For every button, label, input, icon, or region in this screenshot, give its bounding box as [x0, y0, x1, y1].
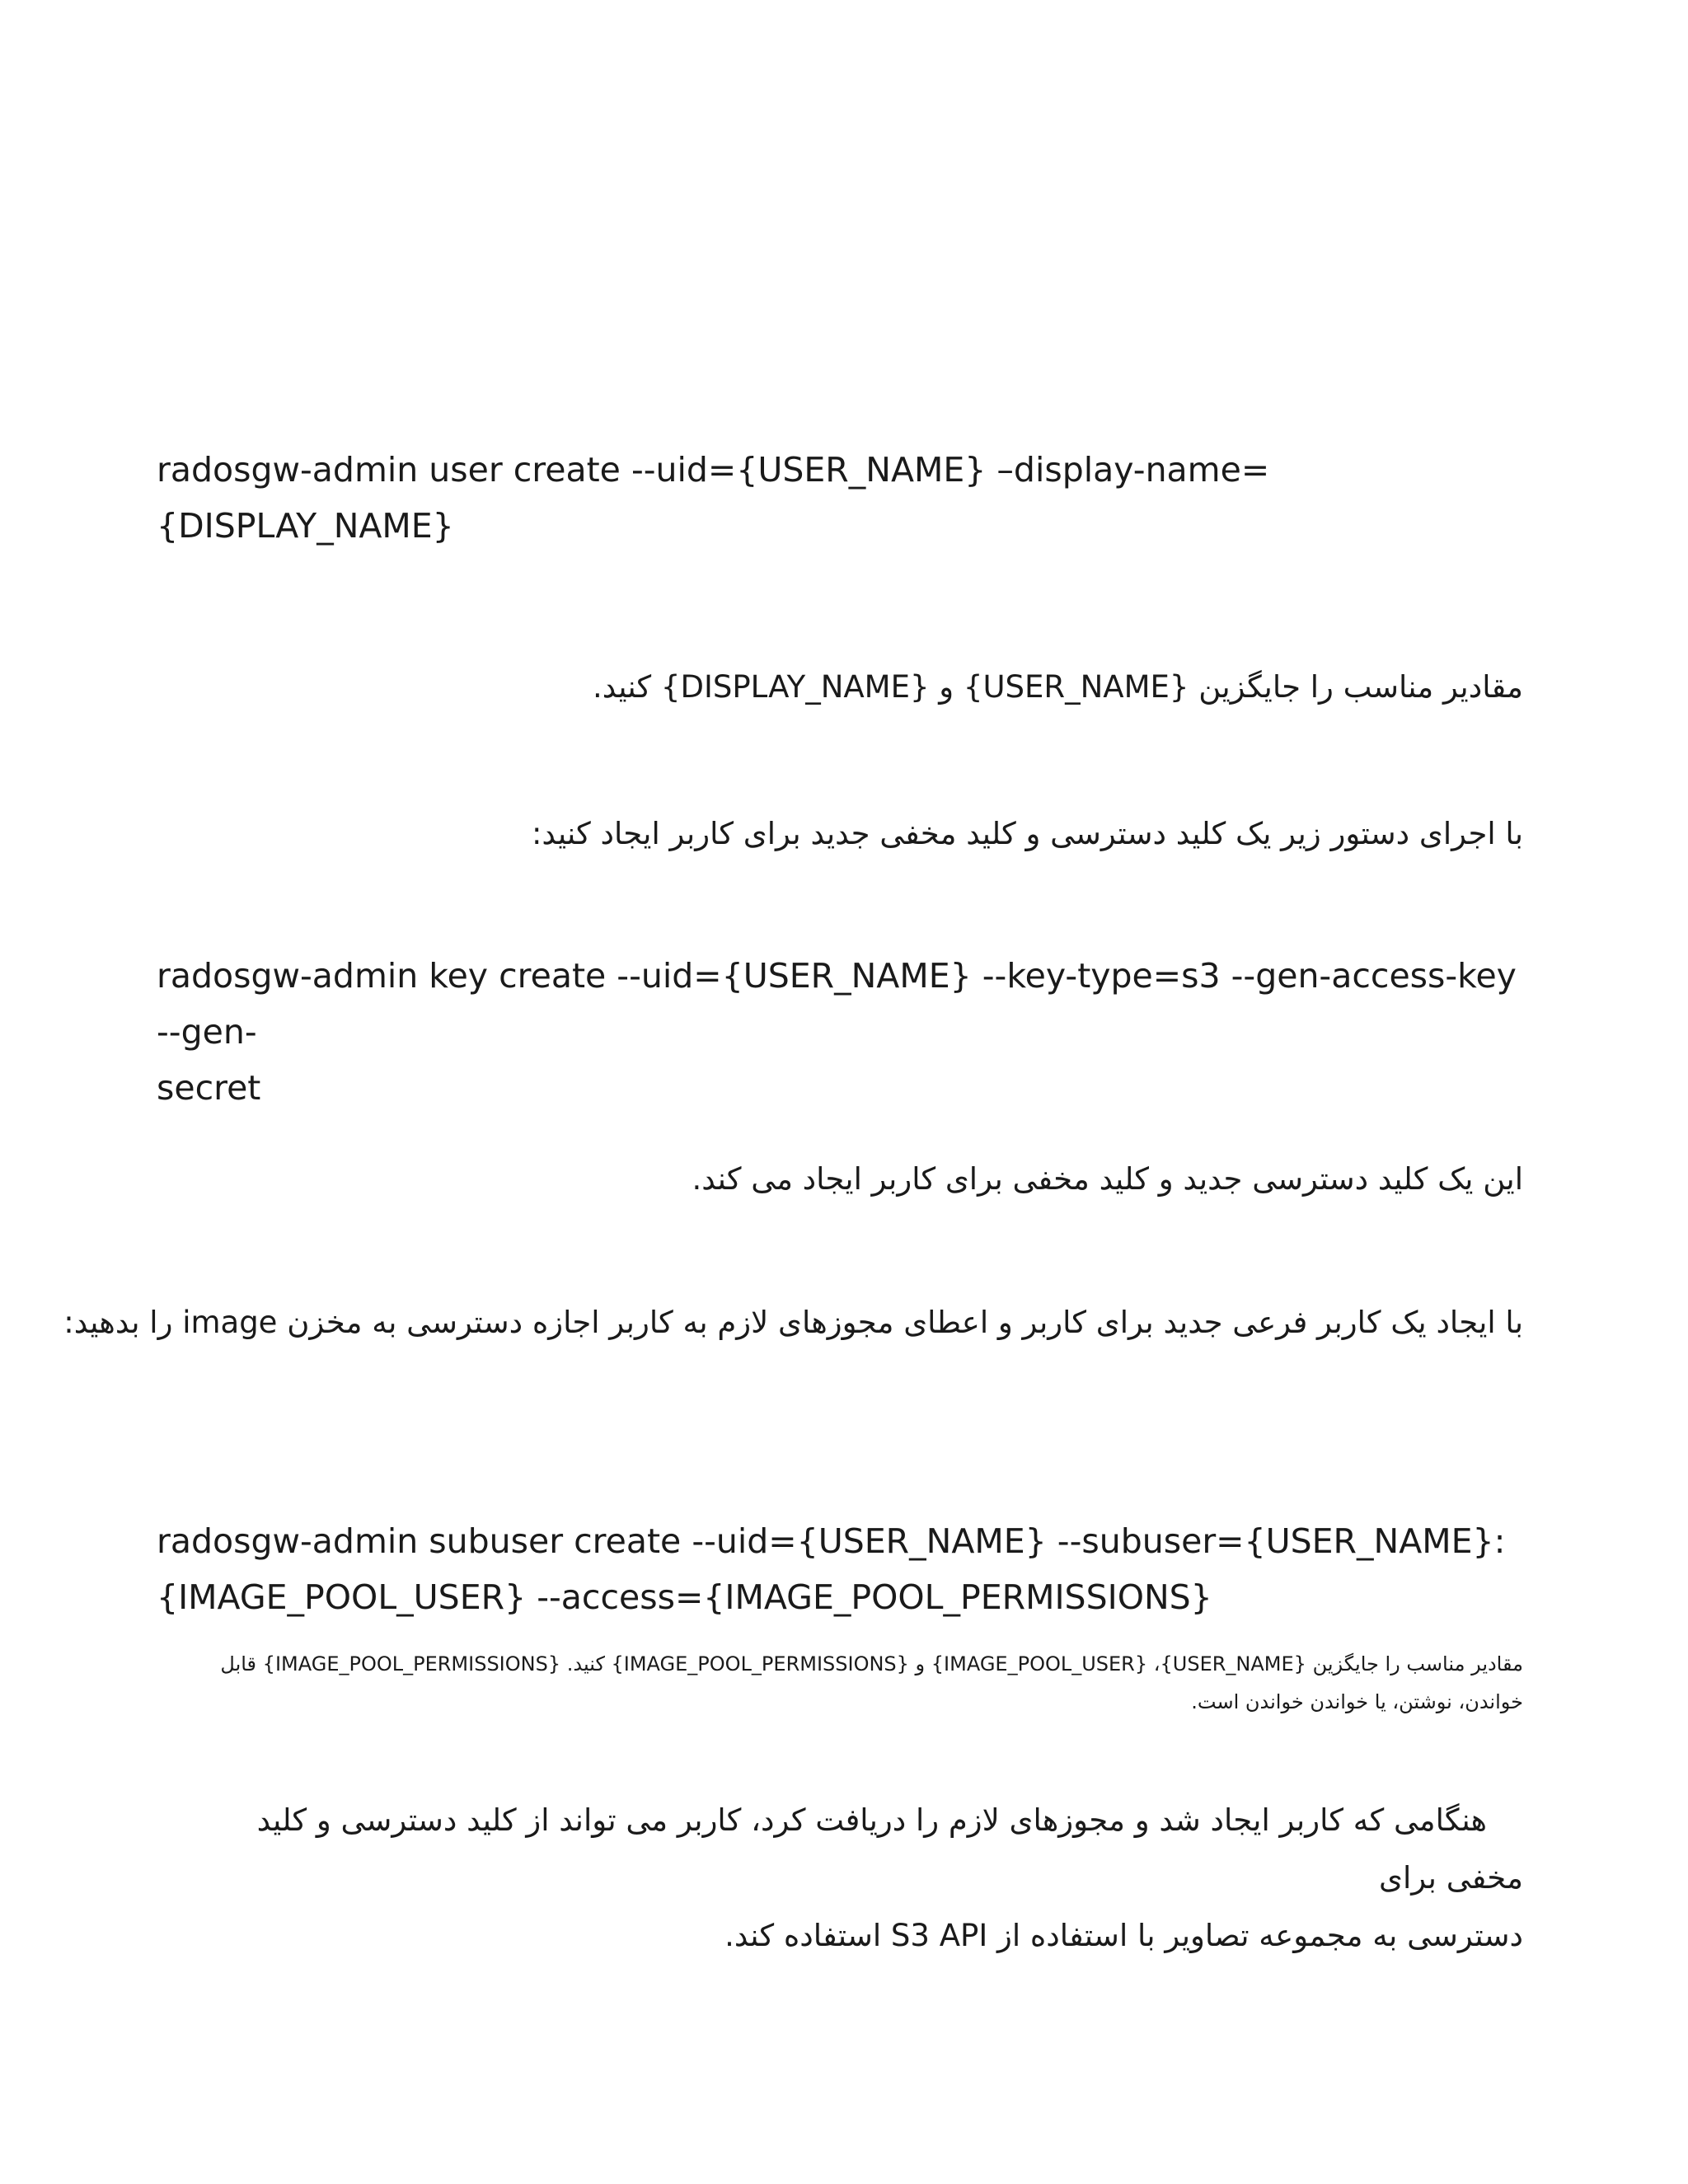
command-key-create-line-2: secret — [157, 1068, 261, 1108]
command-key-create-line-1: radosgw-admin key create --uid={USER_NAME} --key-type=s3 --gen-access-key --gen- — [157, 956, 1517, 1052]
note-line-2: خواندن، نوشتن، یا خواندن خواندن است. — [1191, 1690, 1523, 1713]
paragraph-replace-values-text: مقادیر مناسب را جایگزین {USER_NAME} و {DISPLAY_NAME} کنید. — [593, 669, 1523, 705]
paragraph-final-line-2: دسترسی به مجموعه تصاویر با استفاده از S3 API استفاده کند. — [724, 1918, 1523, 1953]
paragraph-subuser-intro-text: با ایجاد یک کاربر فرعی جدید برای کاربر و اعطای مجوزهای لازم به کاربر اجازه دسترسی به مخزن image را بدهید: — [63, 1305, 1523, 1340]
paragraph-key-result — [692, 1151, 1524, 1207]
paragraph-final — [223, 1792, 1523, 1965]
paragraph-subuser-intro — [63, 1295, 1523, 1351]
paragraph-replace-values — [593, 659, 1523, 715]
note-replace-values — [198, 1645, 1523, 1721]
paragraph-run-key-command — [532, 806, 1523, 862]
command-subuser-line-1: radosgw-admin subuser create --uid={USER_NAME} --subuser={USER_NAME}: — [157, 1521, 1506, 1561]
command-key-create — [157, 948, 1525, 1116]
command-user-create-text: radosgw-admin user create --uid={USER_NAME} –display-name={DISPLAY_NAME} — [157, 450, 1270, 546]
note-line-1: مقادیر مناسب را جایگزین {USER_NAME}، {IMAGE_POOL_USER} و {IMAGE_POOL_PERMISSIONS} کنید. {IMAGE_POOL_PERMISSIONS} قابل — [220, 1652, 1523, 1675]
paragraph-final-line-1-text: هنگامی که کاربر ایجاد شد و مجوزهای لازم را دریافت کرد، کاربر می تواند از کلید دسترسی و کلید مخفی برای — [256, 1802, 1523, 1896]
command-user-create — [157, 442, 1525, 554]
paragraph-key-result-text: این یک کلید دسترسی جدید و کلید مخفی برای کاربر ایجاد می کند. — [692, 1161, 1523, 1197]
command-subuser-create — [157, 1513, 1525, 1625]
paragraph-final-line-1 — [223, 1792, 1523, 1907]
paragraph-run-key-command-text: با اجرای دستور زیر یک کلید دسترسی و کلید مخفی جدید برای کاربر ایجاد کنید: — [531, 816, 1523, 851]
command-subuser-line-2: {IMAGE_POOL_USER} --access={IMAGE_POOL_PERMISSIONS} — [157, 1577, 1212, 1617]
